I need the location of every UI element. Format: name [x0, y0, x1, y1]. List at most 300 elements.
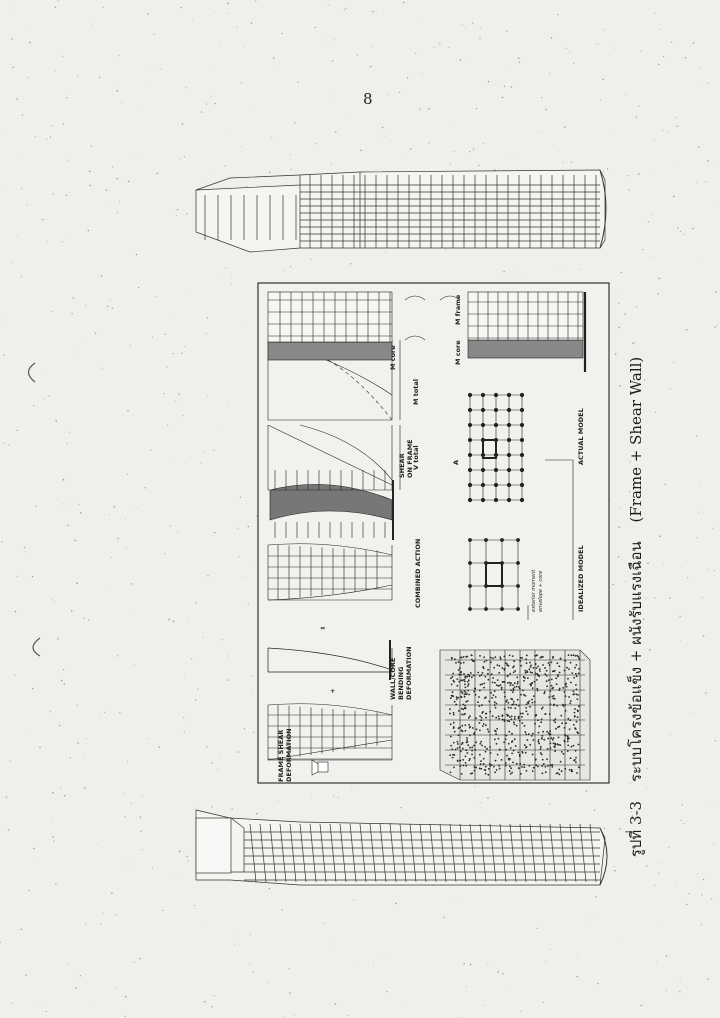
- scan-speck: [136, 152, 137, 153]
- stipple-dot: [530, 672, 531, 673]
- m-core-bottom-label: M core: [454, 340, 462, 365]
- stipple-dot: [485, 770, 486, 771]
- stipple-dot: [567, 751, 568, 752]
- scan-speck: [52, 792, 54, 794]
- stipple-dot: [543, 763, 544, 764]
- stipple-dot: [450, 736, 451, 737]
- stipple-dot: [571, 771, 572, 772]
- scan-speck: [127, 761, 128, 762]
- scan-speck: [99, 77, 100, 78]
- scan-speck: [294, 122, 295, 123]
- stipple-dot: [530, 744, 531, 745]
- stipple-dot: [464, 690, 465, 691]
- scan-speck: [470, 964, 472, 966]
- stipple-dot: [558, 737, 559, 738]
- scan-speck: [212, 806, 213, 807]
- scan-speck: [8, 445, 9, 446]
- tower-bottom-illustration: [196, 810, 607, 885]
- scan-speck: [614, 870, 616, 872]
- stipple-dot: [491, 674, 492, 675]
- stipple-dot: [508, 743, 509, 744]
- stipple-dot: [493, 766, 494, 767]
- scan-speck: [164, 553, 165, 554]
- scan-speck: [332, 60, 333, 61]
- scan-speck: [628, 175, 629, 176]
- stipple-dot: [463, 759, 464, 760]
- scan-speck: [370, 66, 372, 68]
- stipple-dot: [476, 767, 477, 768]
- stipple-dot: [506, 701, 507, 702]
- scan-speck: [597, 983, 598, 984]
- scan-speck: [201, 463, 202, 464]
- scan-speck: [50, 136, 51, 137]
- stipple-dot: [576, 676, 577, 677]
- scan-speck: [524, 274, 525, 275]
- scan-speck: [549, 803, 550, 804]
- scan-speck: [716, 326, 717, 327]
- scan-speck: [85, 305, 86, 306]
- scan-speck: [234, 944, 235, 945]
- stipple-dot: [476, 742, 477, 743]
- stipple-dot: [512, 692, 513, 693]
- scan-speck: [718, 203, 719, 204]
- stipple-dot: [539, 676, 540, 677]
- stipple-dot: [511, 753, 512, 754]
- stipple-dot: [498, 716, 499, 717]
- scan-speck: [417, 18, 418, 19]
- plan-node: [468, 453, 472, 457]
- scan-speck: [187, 860, 188, 861]
- scan-speck: [254, 567, 255, 568]
- stipple-dot: [533, 696, 534, 697]
- scan-speck: [659, 535, 661, 537]
- scan-speck: [596, 44, 597, 45]
- plan-node: [516, 561, 519, 564]
- shear-on-frame-label-2: ON FRAME: [406, 439, 414, 478]
- scan-speck: [289, 992, 291, 994]
- stipple-dot: [508, 702, 509, 703]
- scan-speck: [690, 712, 691, 713]
- scan-speck: [586, 790, 588, 792]
- stipple-dot: [494, 667, 495, 668]
- stipple-dot: [500, 684, 501, 685]
- wall-core-label-1: WALL/CORE: [389, 657, 397, 700]
- scan-speck: [21, 929, 23, 931]
- stipple-dot: [477, 702, 478, 703]
- stipple-dot: [518, 752, 519, 753]
- scan-speck: [238, 556, 239, 557]
- figure-caption: [624, 343, 648, 858]
- stipple-dot: [517, 681, 518, 682]
- stipple-dot: [471, 655, 472, 656]
- scan-speck: [316, 143, 317, 144]
- scan-speck: [206, 746, 207, 747]
- stipple-dot: [528, 734, 529, 735]
- scan-speck: [664, 484, 665, 485]
- scan-speck: [152, 69, 153, 70]
- stipple-dot: [473, 745, 474, 746]
- scan-speck: [666, 989, 667, 990]
- scan-speck: [315, 27, 316, 28]
- plan-node: [481, 483, 485, 487]
- scan-speck: [242, 320, 243, 321]
- scan-speck: [478, 165, 479, 166]
- stipple-dot: [507, 676, 508, 677]
- scan-speck: [469, 151, 470, 152]
- stipple-dot: [462, 748, 463, 749]
- plan-node: [481, 393, 485, 397]
- stipple-dot: [574, 715, 575, 716]
- scan-speck: [480, 28, 481, 29]
- stipple-dot: [490, 662, 491, 663]
- plan-node: [494, 468, 498, 472]
- stipple-dot: [461, 696, 462, 697]
- scan-speck: [712, 801, 713, 802]
- scan-speck: [57, 638, 58, 639]
- stipple-dot: [508, 715, 509, 716]
- stipple-dot: [465, 762, 466, 763]
- stipple-dot: [527, 714, 528, 715]
- stipple-dot: [573, 724, 574, 725]
- scan-speck: [428, 142, 429, 143]
- scan-speck: [175, 318, 176, 319]
- stipple-dot: [502, 668, 503, 669]
- stipple-dot: [499, 718, 500, 719]
- stipple-dot: [548, 662, 549, 663]
- stipple-dot: [511, 698, 512, 699]
- scan-speck: [241, 82, 242, 83]
- stipple-dot: [508, 707, 509, 708]
- stipple-dot: [520, 713, 521, 714]
- scan-speck: [54, 601, 55, 602]
- stipple-dot: [526, 655, 527, 656]
- scan-speck: [251, 22, 253, 24]
- stipple-dot: [467, 676, 468, 677]
- stipple-dot: [505, 663, 506, 664]
- scan-speck: [624, 313, 626, 315]
- stipple-dot: [579, 658, 580, 659]
- stipple-dot: [509, 655, 510, 656]
- scan-speck: [246, 186, 247, 187]
- stipple-dot: [492, 682, 493, 683]
- stipple-dot: [456, 699, 457, 700]
- scan-speck: [604, 828, 605, 829]
- scan-speck: [564, 127, 566, 129]
- plan-node: [520, 483, 524, 487]
- stipple-dot: [553, 743, 554, 744]
- scan-speck: [67, 964, 68, 965]
- stipple-dot: [470, 672, 471, 673]
- scan-speck: [251, 675, 252, 676]
- stipple-dot: [555, 728, 556, 729]
- scan-speck: [214, 11, 215, 12]
- scan-speck: [449, 47, 450, 48]
- stipple-dot: [453, 742, 454, 743]
- scan-speck: [330, 96, 331, 97]
- stipple-dot: [467, 700, 468, 701]
- stipple-dot: [522, 657, 523, 658]
- scan-speck: [339, 129, 340, 130]
- stipple-dot: [545, 713, 546, 714]
- stipple-dot: [483, 723, 484, 724]
- stipple-dot: [577, 655, 578, 656]
- scan-speck: [131, 583, 132, 584]
- stipple-dot: [499, 672, 500, 673]
- scan-speck: [17, 576, 18, 577]
- stipple-dot: [542, 664, 543, 665]
- scan-speck: [557, 14, 558, 15]
- scan-speck: [519, 62, 520, 63]
- scan-speck: [203, 452, 204, 453]
- scan-speck: [184, 677, 185, 678]
- scan-speck: [400, 807, 401, 808]
- stipple-dot: [472, 747, 473, 748]
- stipple-dot: [560, 761, 561, 762]
- scan-speck: [103, 7, 104, 8]
- exterior-label-1: exterior moment: [531, 569, 537, 612]
- scan-speck: [116, 178, 117, 179]
- stipple-dot: [467, 741, 468, 742]
- scan-speck: [110, 299, 111, 300]
- stipple-dot: [479, 675, 480, 676]
- stipple-dot: [524, 745, 525, 746]
- scan-speck: [207, 575, 208, 576]
- stipple-dot: [542, 707, 543, 708]
- scan-speck: [170, 526, 171, 527]
- stipple-dot: [542, 735, 543, 736]
- stipple-dot: [450, 698, 451, 699]
- scan-speck: [636, 116, 637, 117]
- stipple-dot: [569, 769, 570, 770]
- scan-speck: [117, 655, 118, 656]
- scan-speck: [192, 20, 193, 21]
- scan-speck: [696, 435, 697, 436]
- stipple-dot: [541, 754, 542, 755]
- stipple-dot: [541, 708, 542, 709]
- scan-speck: [614, 48, 615, 49]
- scan-speck: [519, 272, 520, 273]
- scan-speck: [344, 9, 345, 10]
- scan-speck: [83, 617, 84, 618]
- scan-speck: [659, 278, 661, 280]
- scan-speck: [100, 924, 101, 925]
- stipple-dot: [497, 665, 498, 666]
- stipple-dot: [457, 748, 458, 749]
- plan-node: [481, 408, 485, 412]
- scan-speck: [612, 584, 613, 585]
- scan-speck: [118, 538, 119, 539]
- stipple-dot: [532, 733, 533, 734]
- stipple-dot: [485, 717, 486, 718]
- stipple-dot: [526, 711, 527, 712]
- stipple-dot: [539, 668, 540, 669]
- stipple-dot: [480, 761, 481, 762]
- scan-speck: [466, 986, 467, 987]
- stipple-dot: [514, 739, 515, 740]
- stipple-dot: [513, 688, 514, 689]
- scan-speck: [651, 215, 652, 216]
- m-frame-label: M frame: [454, 294, 462, 325]
- scan-speck: [462, 24, 463, 25]
- stipple-dot: [495, 731, 496, 732]
- scan-speck: [658, 872, 659, 873]
- stipple-dot: [536, 715, 537, 716]
- scan-speck: [183, 415, 184, 416]
- scan-speck: [676, 165, 677, 166]
- stipple-dot: [530, 666, 531, 667]
- scan-speck: [167, 367, 168, 368]
- stipple-dot: [541, 722, 542, 723]
- scan-speck: [75, 540, 77, 542]
- stipple-dot: [509, 682, 510, 683]
- scan-speck: [97, 843, 98, 844]
- scan-speck: [187, 856, 188, 857]
- stipple-dot: [488, 679, 489, 680]
- plan-node: [507, 483, 511, 487]
- plan-node: [520, 453, 524, 457]
- scan-speck: [17, 235, 18, 236]
- stipple-dot: [466, 693, 467, 694]
- stipple-dot: [522, 723, 523, 724]
- stipple-dot: [495, 707, 496, 708]
- scan-speck: [8, 829, 9, 830]
- scan-speck: [346, 8, 347, 9]
- stipple-dot: [517, 677, 518, 678]
- stipple-dot: [452, 757, 453, 758]
- scan-speck: [65, 235, 66, 236]
- stipple-dot: [532, 688, 533, 689]
- stipple-dot: [527, 671, 528, 672]
- scan-speck: [11, 38, 12, 39]
- scan-speck: [670, 388, 671, 389]
- scan-speck: [301, 820, 302, 821]
- stipple-dot: [546, 670, 547, 671]
- scan-speck: [117, 212, 118, 213]
- scan-speck: [22, 115, 23, 116]
- scan-speck: [677, 228, 678, 229]
- stipple-dot: [497, 680, 498, 681]
- stipple-dot: [475, 718, 476, 719]
- stipple-dot: [576, 721, 577, 722]
- scan-speck: [88, 230, 89, 231]
- stipple-dot: [465, 756, 466, 757]
- scan-speck: [331, 163, 332, 164]
- stipple-dot: [568, 655, 569, 656]
- stipple-dot: [484, 657, 485, 658]
- scan-speck: [546, 961, 547, 962]
- stipple-dot: [451, 658, 452, 659]
- stipple-dot: [494, 739, 495, 740]
- scan-speck: [54, 70, 55, 71]
- scan-speck: [511, 86, 512, 87]
- stipple-dot: [567, 739, 568, 740]
- stipple-dot: [524, 725, 525, 726]
- scan-speck: [456, 900, 457, 901]
- stipple-dot: [469, 727, 470, 728]
- stipple-dot: [460, 663, 461, 664]
- scan-speck: [611, 707, 612, 708]
- core-frame-elevation: [268, 292, 392, 360]
- scan-speck: [227, 13, 228, 14]
- scan-speck: [134, 664, 135, 665]
- scan-speck: [112, 308, 113, 309]
- scan-speck: [658, 64, 659, 65]
- scan-speck: [125, 816, 126, 817]
- scan-speck: [310, 259, 311, 260]
- scan-speck: [399, 92, 400, 93]
- scan-speck: [187, 291, 188, 292]
- stipple-dot: [452, 676, 453, 677]
- scan-speck: [679, 616, 680, 617]
- scan-speck: [14, 8, 15, 9]
- stipple-dot: [511, 733, 512, 734]
- scan-speck: [618, 327, 619, 328]
- scan-speck: [94, 1001, 95, 1002]
- stipple-dot: [513, 666, 514, 667]
- scan-speck: [703, 635, 704, 636]
- scan-speck: [576, 976, 577, 977]
- stipple-dot: [559, 726, 560, 727]
- stipple-dot: [488, 768, 489, 769]
- scan-speck: [101, 275, 102, 276]
- stipple-dot: [507, 682, 508, 683]
- stipple-dot: [570, 682, 571, 683]
- scan-speck: [134, 611, 135, 612]
- stipple-dot: [540, 657, 541, 658]
- scan-speck: [142, 109, 143, 110]
- scan-speck: [385, 252, 386, 253]
- stipple-dot: [452, 692, 453, 693]
- plan-node: [500, 538, 503, 541]
- scan-speck: [700, 68, 701, 69]
- stipple-dot: [467, 740, 468, 741]
- stipple-dot: [568, 669, 569, 670]
- scan-speck: [615, 353, 617, 355]
- scan-speck: [69, 432, 70, 433]
- scan-speck: [407, 77, 408, 78]
- stipple-dot: [510, 685, 511, 686]
- stipple-dot: [506, 755, 507, 756]
- stipple-dot: [495, 772, 496, 773]
- scan-speck: [182, 123, 183, 124]
- scan-speck: [102, 368, 103, 369]
- stipple-dot: [500, 658, 501, 659]
- scan-speck: [660, 29, 661, 30]
- stipple-dot: [578, 706, 579, 707]
- scan-speck: [248, 107, 249, 108]
- stipple-dot: [566, 667, 567, 668]
- scan-speck: [655, 13, 656, 14]
- stipple-dot: [479, 754, 480, 755]
- stipple-dot: [502, 715, 503, 716]
- stipple-dot: [568, 745, 569, 746]
- scan-speck: [636, 306, 637, 307]
- scan-speck: [454, 151, 455, 152]
- stipple-dot: [543, 731, 544, 732]
- stipple-dot: [462, 725, 463, 726]
- stipple-dot: [515, 670, 516, 671]
- scan-speck: [71, 610, 73, 612]
- scan-speck: [255, 0, 256, 1]
- stipple-dot: [509, 721, 510, 722]
- scan-speck: [80, 975, 81, 976]
- scan-speck: [225, 165, 226, 166]
- stipple-dot: [482, 712, 483, 713]
- scan-speck: [235, 934, 236, 935]
- scan-speck: [131, 803, 132, 804]
- stipple-dot: [481, 768, 482, 769]
- scan-speck: [237, 26, 238, 27]
